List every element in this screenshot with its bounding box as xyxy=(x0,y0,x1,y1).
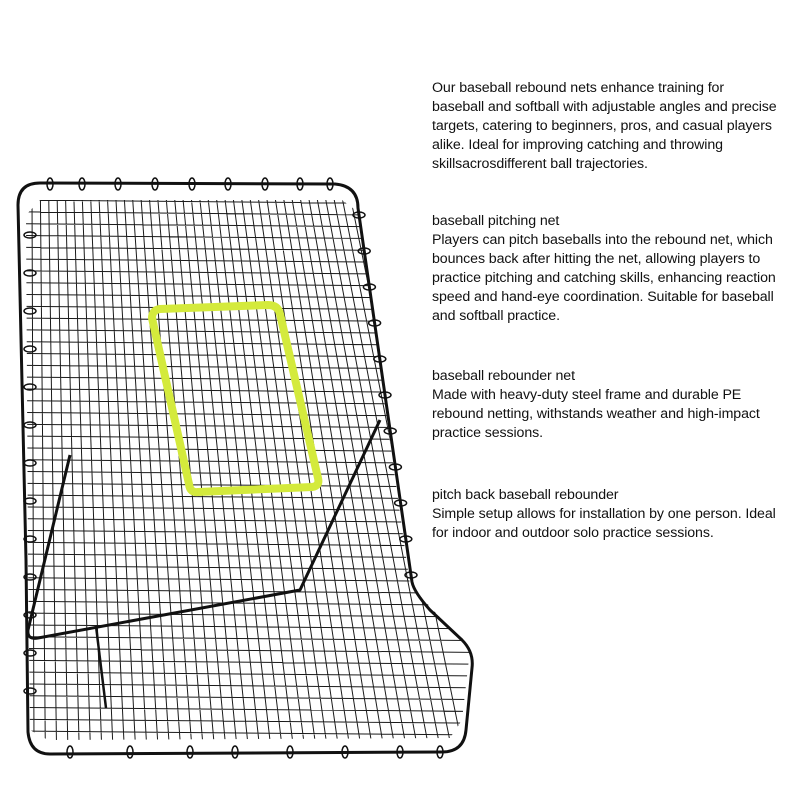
intro-text xyxy=(432,79,777,174)
feature-block-pitching-net xyxy=(432,212,777,326)
net-strands xyxy=(10,195,480,747)
feature-body: Made with heavy-duty steel frame and durable PE rebound netting, withstands weather and high-impact practice sessions. xyxy=(432,387,760,441)
feature-body: Players can pitch baseballs into the rebound net, which bounces back after hitting the net, allowing players to practice pitching and catching skills, enhancing reaction speed and hand-eye coordination. Suitable for baseball and softball practice. xyxy=(432,232,776,324)
feature-title: baseball pitching net xyxy=(432,213,560,229)
feature-title: baseball rebounder net xyxy=(432,368,575,384)
intro-paragraph: Our baseball rebound nets enhance training for baseball and softball with adjustable angles and precise targets, catering to beginners, pros, and casual players alike. Ideal for improving catching and throwing skillsacrosdifferent ball trajectories. xyxy=(432,80,777,172)
target-frame xyxy=(152,305,318,492)
steel-frame xyxy=(18,183,472,754)
feature-block-rebounder-net xyxy=(432,367,777,443)
feature-block-pitch-back xyxy=(432,486,777,543)
net-mesh xyxy=(10,195,480,747)
feature-title: pitch back baseball rebounder xyxy=(432,487,619,503)
rear-support-frame xyxy=(28,420,380,638)
brace-bar xyxy=(96,626,106,708)
outer-frame xyxy=(18,183,472,754)
feature-body: Simple setup allows for installation by one person. Ideal for indoor and outdoor solo practice sessions. xyxy=(432,506,776,541)
